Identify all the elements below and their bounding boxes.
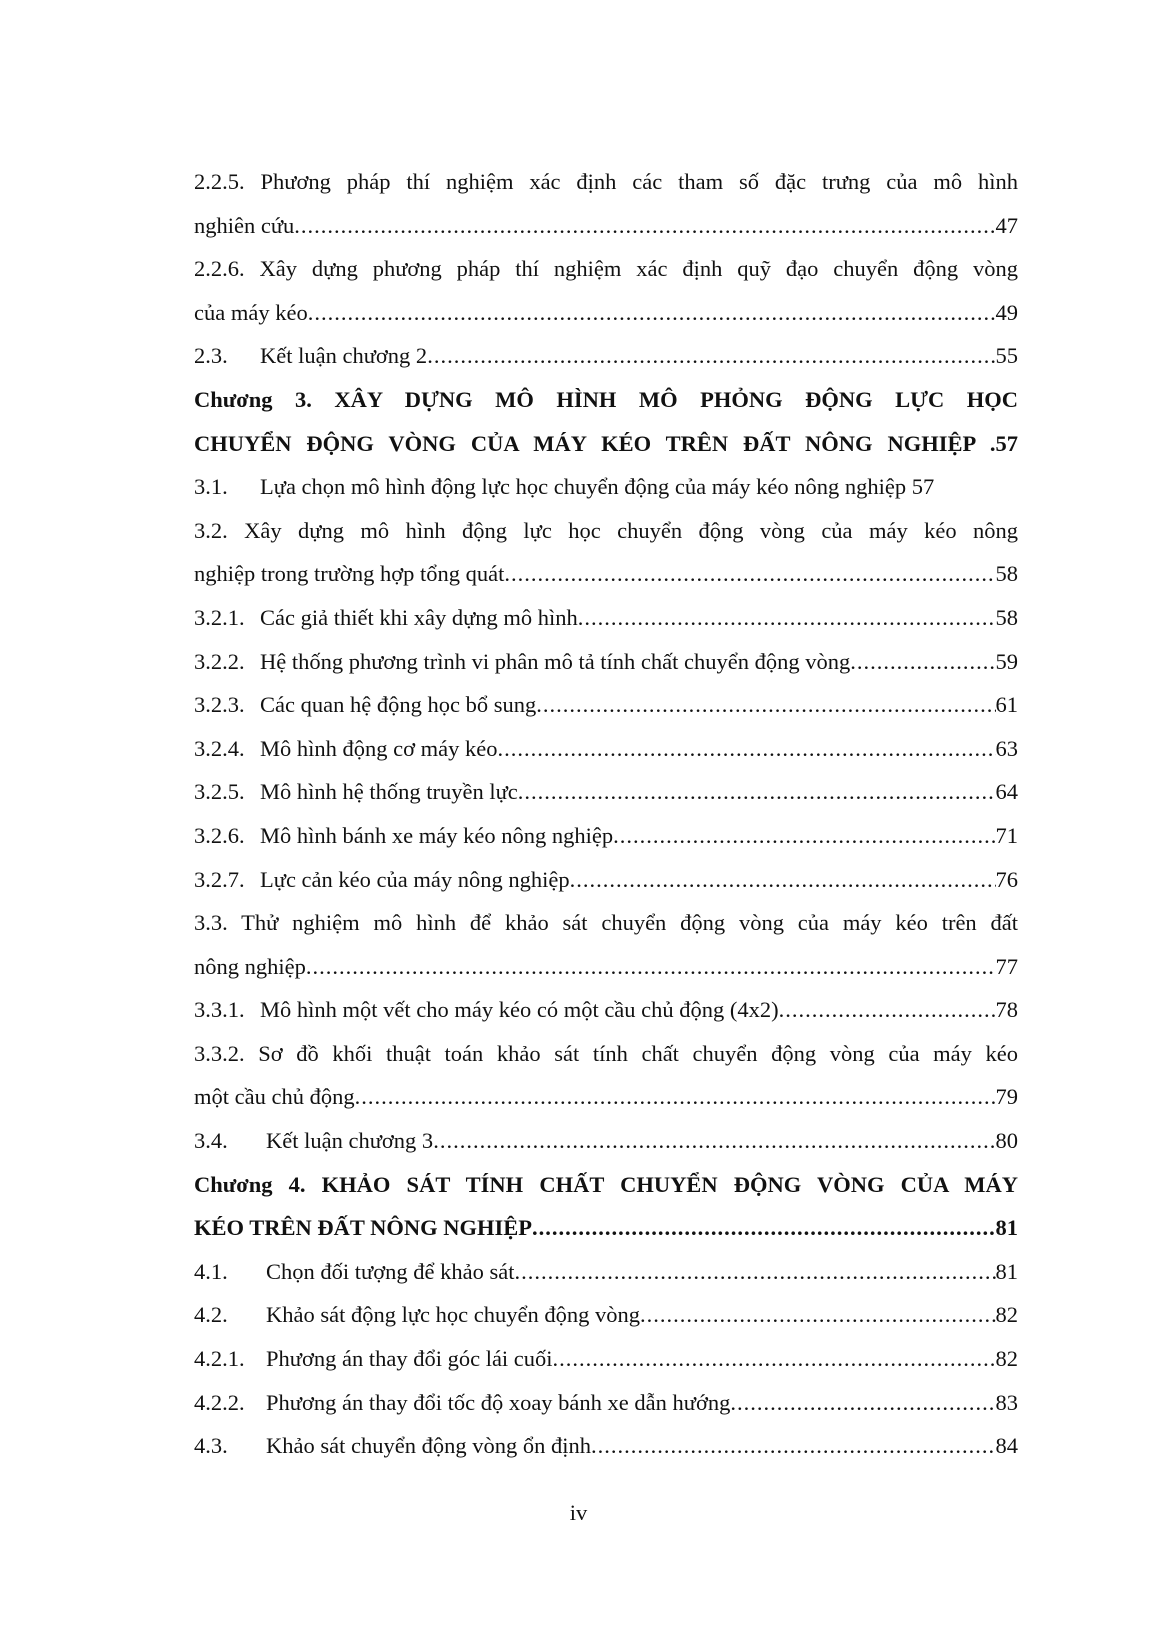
dot-leader [536,683,995,727]
toc-entry-text [194,988,779,1032]
toc-entry-text [194,858,570,902]
toc-entry-title: Khảo sát chuyển động vòng ổn định [266,1433,591,1459]
dot-leader [427,334,995,378]
toc-chapter-3-line1[interactable]: Chương 3. XÂY DỰNG MÔ HÌNH MÔ PHỎNG ĐỘNG LỰC HỌC [194,386,1018,412]
page-number-footer: iv [569,1500,588,1525]
toc-entry-number: 3.4. [194,1128,228,1154]
toc-entry-title: Phương án thay đổi tốc độ xoay bánh xe dẫn hướng [266,1389,731,1415]
toc-page-number: 83 [995,1389,1018,1415]
toc-entry-number: 4.2. [194,1302,228,1328]
toc-entry-title: Phương án thay đổi góc lái cuối [266,1346,553,1372]
toc-entry-3-1[interactable] [194,465,1018,509]
toc-entry-3-2-1[interactable] [194,596,1018,640]
toc-entry-3-3-2-line1[interactable]: 3.3.2. Sơ đồ khối thuật toán khảo sát tính chất chuyển động vòng của máy kéo [194,1040,1018,1066]
toc-entry-title: Mô hình động cơ máy kéo [260,735,498,761]
toc-entry-title: Mô hình hệ thống truyền lực [260,779,518,805]
dot-leader [532,1206,996,1250]
toc-entry-number: 4.2.1. [194,1346,245,1372]
toc-entry-4-2-2[interactable] [194,1381,1018,1425]
toc-page-number: 58 [995,561,1018,587]
toc-page-number: 78 [995,997,1018,1023]
dot-leader [306,945,996,989]
toc-entry-number: 2.3. [194,343,228,369]
toc-entry-text [194,640,850,684]
toc-entry-title: Hệ thống phương trình vi phân mô tả tính chất chuyển động vòng [260,648,851,674]
toc-entry-number: 4.1. [194,1258,228,1284]
dot-leader [294,204,995,248]
toc-page-number: 59 [995,648,1018,674]
toc-entry-2-2-5-line2[interactable] [194,204,1018,248]
toc-page-number: 64 [995,779,1018,805]
toc-entry-text [194,1424,591,1468]
toc-entry-title: Mô hình bánh xe máy kéo nông nghiệp [260,822,614,848]
toc-entry-3-3-1[interactable] [194,988,1018,1032]
toc-entry-2-2-5-line1[interactable]: 2.2.5. Phương pháp thí nghiệm xác định các tham số đặc trưng của mô hình [194,169,1018,194]
toc-entry-3-4[interactable] [194,1119,1018,1163]
toc-entry-title: Lựa chọn mô hình động lực học chuyển động của máy kéo nông nghiệp 57 [260,474,935,500]
dot-leader [640,1293,996,1337]
dot-leader [504,552,995,596]
toc-entry-title: Các quan hệ động học bổ sung [260,692,537,718]
toc-entry-number: 4.2.2. [194,1389,245,1415]
toc-chapter-3-line2[interactable]: CHUYỂN ĐỘNG VÒNG CỦA MÁY KÉO TRÊN ĐẤT NÔNG NGHIỆP .57 [194,430,1018,456]
toc-entry-number: 3.2.6. [194,822,245,848]
toc-entry-title: Mô hình một vết cho máy kéo có một cầu chủ động (4x2) [260,997,779,1023]
toc-entry-4-3[interactable] [194,1424,1018,1468]
toc-entry-text: nghiệp trong trường hợp tổng quát [194,561,505,587]
toc-page-number: 55 [995,343,1018,369]
toc-entry-3-2-5[interactable] [194,770,1018,814]
toc-entry-title: Lực cản kéo của máy nông nghiệp [260,866,570,892]
toc-page-number: 84 [995,1433,1018,1459]
toc-entry-text: KÉO TRÊN ĐẤT NÔNG NGHIỆP [194,1215,532,1241]
toc-entry-number: 4.3. [194,1433,228,1459]
toc-entry-title: Kết luận chương 3 [266,1128,434,1154]
toc-entry-3-2-3[interactable] [194,683,1018,727]
toc-page-number: 81 [995,1258,1018,1284]
dot-leader [578,596,996,640]
dot-leader [514,1250,995,1294]
toc-chapter-4-line2[interactable] [194,1206,1018,1250]
toc-entry-text [194,596,578,640]
toc-entry-text [194,1119,433,1163]
toc-entry-3-3-2-line2[interactable] [194,1075,1018,1119]
dot-leader [308,291,996,335]
toc-page-number: 63 [995,735,1018,761]
dot-leader [355,1075,996,1119]
toc-entry-number: 3.2.2. [194,648,245,674]
toc-entry-3-2-4[interactable] [194,727,1018,771]
toc-entry-text: nông nghiệp [194,953,306,979]
toc-entry-text: một cầu chủ động [194,1084,355,1110]
toc-entry-number: 3.2.1. [194,604,245,630]
toc-entry-title: Các giả thiết khi xây dựng mô hình [260,604,578,630]
toc-entry-3-2-6[interactable] [194,814,1018,858]
toc-entry-4-2-1[interactable] [194,1337,1018,1381]
toc-entry-text: của máy kéo [194,299,308,325]
toc-entry-3-3-line2[interactable] [194,945,1018,989]
toc-page-number: 71 [995,822,1018,848]
toc-entry-number: 3.2.3. [194,692,245,718]
toc-entry-4-1[interactable] [194,1250,1018,1294]
toc-page-number: 81 [995,1215,1018,1241]
dot-leader [570,858,996,902]
toc-entry-text [194,814,613,858]
toc-entry-text [194,727,498,771]
toc-entry-2-3[interactable] [194,334,1018,378]
dot-leader [553,1337,996,1381]
toc-entry-4-2[interactable] [194,1293,1018,1337]
toc-entry-text [194,770,518,814]
dot-leader [779,988,996,1032]
toc-entry-3-3-line1[interactable]: 3.3. Thử nghiệm mô hình để khảo sát chuyển động vòng của máy kéo trên đất [194,910,1018,936]
toc-entry-2-2-6-line1[interactable]: 2.2.6. Xây dựng phương pháp thí nghiệm xác định quỹ đạo chuyển động vòng [194,256,1018,282]
toc-entry-title: Kết luận chương 2 [260,343,428,369]
toc-entry-number: 3.2.4. [194,735,245,761]
dot-leader [498,727,996,771]
toc-page-number: 47 [995,212,1018,238]
toc-page-number: 76 [995,866,1018,892]
toc-entry-number: 3.2.7. [194,866,245,892]
toc-page-number: 82 [995,1302,1018,1328]
dot-leader [613,814,995,858]
toc-entry-text [194,683,536,727]
toc-entry-text: nghiên cứu [194,212,295,238]
toc-entry-text [194,1250,514,1294]
toc-page-number: 49 [995,299,1018,325]
toc-entry-number: 3.1. [194,474,228,500]
toc-entry-title: Khảo sát động lực học chuyển động vòng [266,1302,640,1328]
toc-entry-3-2-line2[interactable] [194,552,1018,596]
dot-leader [730,1381,995,1425]
toc-entry-2-2-6-line2[interactable] [194,291,1018,335]
toc-entry-number: 3.2.5. [194,779,245,805]
toc-entry-text [194,334,427,378]
dot-leader [591,1424,996,1468]
toc-chapter-4-line1[interactable]: Chương 4. KHẢO SÁT TÍNH CHẤT CHUYỂN ĐỘNG VÒNG CỦA MÁY [194,1171,1018,1197]
toc-page-number: 77 [995,953,1018,979]
toc-page-number: 58 [995,604,1018,630]
toc-entry-text [194,1293,640,1337]
toc-entry-3-2-line1[interactable]: 3.2. Xây dựng mô hình động lực học chuyển động vòng của máy kéo nông [194,517,1018,543]
toc-entry-text [194,1337,553,1381]
toc-entry-text [194,1381,730,1425]
toc-page-number: 79 [995,1084,1018,1110]
toc-page-number: 80 [995,1128,1018,1154]
dot-leader [850,640,995,684]
toc-page-number: 61 [995,692,1018,718]
toc-entry-3-2-2[interactable] [194,640,1018,684]
toc-entry-3-2-7[interactable] [194,858,1018,902]
toc-entry-title: Chọn đối tượng để khảo sát [266,1258,515,1284]
toc-page-number: 82 [995,1346,1018,1372]
table-of-contents [194,160,1018,1468]
dot-leader [433,1119,995,1163]
dot-leader [518,770,996,814]
toc-entry-number: 3.3.1. [194,997,245,1023]
